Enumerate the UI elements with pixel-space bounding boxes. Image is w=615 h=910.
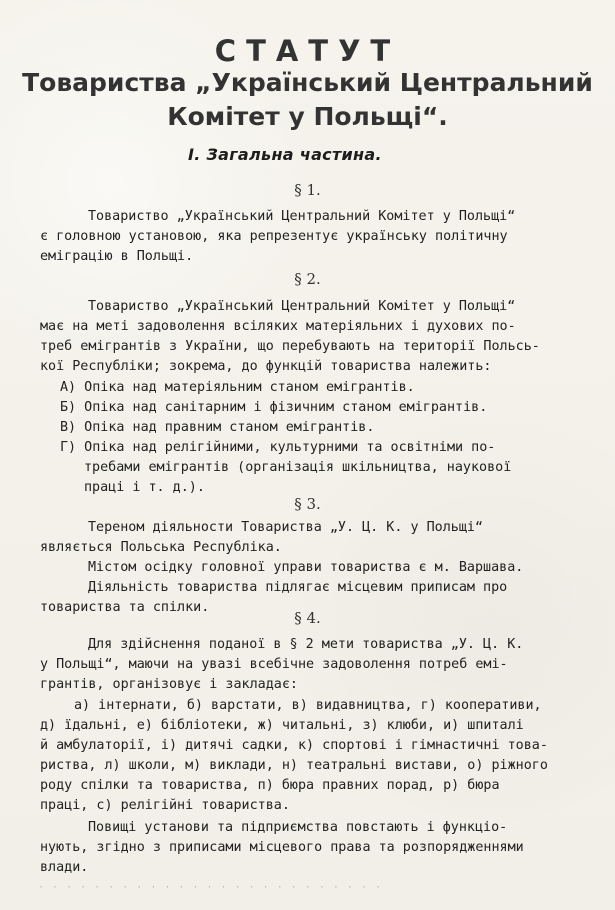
paragraph-4-line-6: й амбулаторії, і) дитячі садки, к) спортові і гімнастичні това-	[40, 738, 548, 753]
paragraph-4-line-5: д) їдальні, е) бібліотеки, ж) читальні, з) клюби, и) шпиталі	[40, 718, 524, 733]
paragraph-1-line-3: еміграцію в Польщі.	[40, 249, 194, 264]
paragraph-2-line-4: кої Республіки; зокрема, до функцій товариства належить:	[40, 359, 492, 374]
paragraph-4-line-11: нують, згідно з приписами місцевого права та розпорядженнями	[40, 840, 524, 855]
document-subtitle-line-1: Товариства „Український Центральний	[22, 68, 593, 97]
paragraph-3-line-5: товариства та спілки.	[40, 600, 210, 615]
paragraph-4-line-10: Повищі установи та підприємства повстають і функціо-	[88, 820, 508, 835]
section-heading-1: § 1.	[294, 181, 321, 199]
paragraph-2-item-g-line-3: праці і т. д.).	[84, 480, 205, 495]
page-edge-marks: · · · · · · · · · · · · · · · · · · · · · · · · ·	[38, 882, 383, 888]
paragraph-2-line-2: має на меті задоволення всіляких матеріяльних і духових по-	[40, 319, 516, 334]
paragraph-2-item-b: Б) Опіка над санітарним і фізичним станом емігрантів.	[60, 400, 488, 415]
document-subtitle-line-2: Комітет у Польщі“.	[167, 102, 448, 131]
section-heading-4: § 4.	[294, 609, 321, 627]
paragraph-3-line-2: являється Польська Республіка.	[40, 540, 282, 555]
paragraph-1-line-1: Товариство „Український Центральний Комітет у Польщі“	[88, 209, 516, 224]
paragraph-3-line-1: Тереном діяльности Товариства „У. Ц. К. у Польщі“	[88, 520, 484, 535]
paragraph-3-line-4: Діяльність товариства підлягає місцевим приписам про	[88, 580, 508, 595]
paragraph-4-line-3: грантів, організовує і закладає:	[40, 677, 298, 692]
paragraph-4-line-8: роду спілки та товариства, п) бюра правних порад, р) бюра	[40, 778, 500, 793]
paragraph-4-line-7: риства, л) школи, м) виклади, н) театральні вистави, о) ріжного	[40, 758, 548, 773]
paragraph-4-line-2: у Польщі“, маючи на увазі всебічне задоволення потреб емі-	[40, 657, 508, 672]
part-title: І. Загальна частина.	[188, 145, 382, 164]
section-heading-2: § 2.	[294, 270, 321, 288]
paragraph-2-item-g-line-2: требами емігрантів (організація шкільництва, наукової	[84, 460, 512, 475]
paragraph-2-item-g-line-1: Г) Опіка над релігійними, культурними та освітніми по-	[60, 440, 496, 455]
paragraph-3-line-3: Містом осідку головної управи товариства є м. Варшава.	[88, 560, 524, 575]
paragraph-4-line-9: праці, с) релігійні товариства.	[40, 798, 290, 813]
paragraph-2-line-3: треб емігрантів з України, що перебувають на території Польсь-	[40, 339, 540, 354]
paragraph-2-line-1: Товариство „Український Центральний Комітет у Польщі“	[88, 299, 516, 314]
paragraph-2-item-v: В) Опіка над правним станом емігрантів.	[60, 420, 375, 435]
paragraph-4-line-12: влади.	[40, 860, 89, 875]
paragraph-2-item-a: А) Опіка над матеріяльним станом емігрантів.	[60, 380, 415, 395]
paragraph-4-line-1: Для здійснення поданої в § 2 мети товариства „У. Ц. К.	[88, 637, 524, 652]
paragraph-1-line-2: є головною установою, яка репрезентує українську політичну	[40, 229, 508, 244]
document-title: СТАТУТ	[214, 34, 401, 68]
section-heading-3: § 3.	[294, 495, 321, 513]
paragraph-4-line-4: а) інтернати, б) варстати, в) видавництва, г) кооперативи,	[74, 698, 542, 713]
